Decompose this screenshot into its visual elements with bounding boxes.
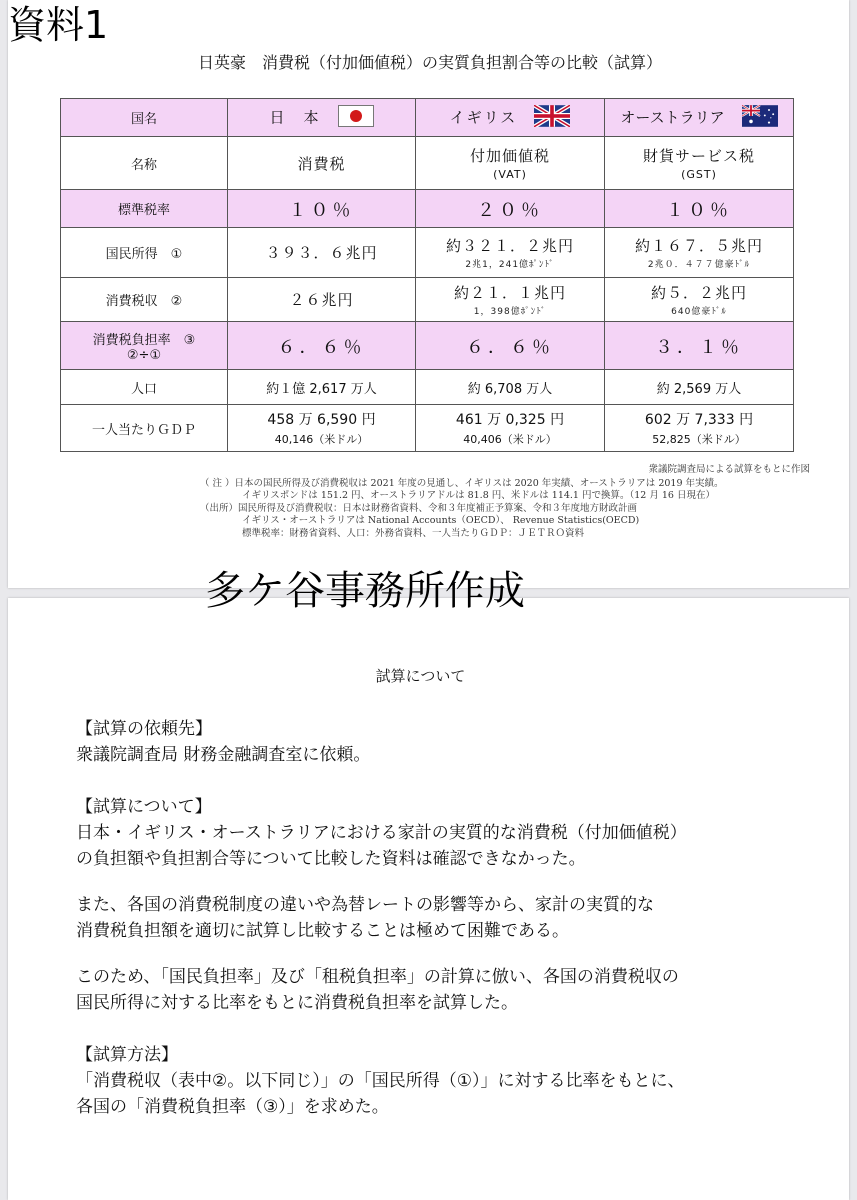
cell-sub: 640億豪ﾄﾞﾙ: [671, 307, 727, 317]
note-line: イギリスポンドは 151.2 円、オーストラリアドルは 81.8 円、米ドルは 114.1 円で換算。（12 月 16 日現在）: [242, 490, 715, 501]
paragraph-line: また、各国の消費税制度の違いや為替レートの影響等から、家計の実質的な: [76, 895, 654, 915]
table-row: [61, 322, 794, 370]
cell-sub: 40,146（米ドル）: [274, 433, 369, 446]
cell-japan: １０％: [228, 190, 416, 228]
document-tag: 資料1: [8, 3, 109, 47]
row-label: 名称: [61, 137, 228, 190]
cell-japan: 約１億 2,617 万人: [228, 370, 416, 405]
table-row: [61, 190, 794, 228]
document-title: 日英豪 消費税（付加価値税）の実質負担割合等の比較（試算）: [197, 53, 662, 72]
cell-main: 約３２１．２兆円: [445, 237, 574, 255]
cell-uk: [416, 228, 605, 278]
paragraph-line: 各国の「消費税負担率（③）」を求めた。: [76, 1097, 389, 1117]
cell-main: 付加価値税: [469, 147, 550, 165]
cell-japan: [228, 278, 416, 322]
cell-uk: ６．６％: [416, 322, 605, 370]
author-caption: 多ケ谷事務所作成: [205, 568, 525, 614]
paragraph-line: の負担額や負担割合等について比較した資料は確認できなかった。: [76, 849, 586, 869]
paragraph-line: 国民所得に対する比率をもとに消費税負担率を試算した。: [76, 993, 518, 1013]
cell-main: 602 万 7,333 円: [644, 412, 754, 428]
header-uk: [416, 99, 605, 137]
country-name: イギリス: [449, 108, 518, 126]
paragraph-line: 日本・イギリス・オーストラリアにおける家計の実質的な消費税（付加価値税）: [76, 823, 687, 843]
page2-heading: 試算について: [375, 667, 466, 685]
row-label: 国民所得 ①: [61, 228, 228, 278]
cell-uk: [416, 137, 605, 190]
header-japan: [228, 99, 416, 137]
cell-sub: 52,825（米ドル）: [652, 433, 746, 446]
cell-australia: １０％: [605, 190, 794, 228]
cell-japan: [228, 137, 416, 190]
table-row: [61, 228, 794, 278]
row-label-line: 消費税負担率 ③: [92, 332, 196, 348]
comparison-table: [60, 98, 794, 452]
cell-sub: 1，398億ﾎﾟﾝﾄﾞ: [473, 307, 547, 317]
country-name: オーストラリア: [620, 108, 725, 126]
table-row: [61, 137, 794, 190]
section-title: 【試算の依頼先】: [76, 719, 212, 739]
header-australia: [605, 99, 794, 137]
row-label-formula: ②÷①: [126, 347, 162, 363]
cell-main: 消費税: [297, 154, 346, 173]
source-note: 衆議院調査局による試算をもとに作図: [648, 464, 810, 475]
row-label: [61, 322, 228, 370]
table-header-row: [61, 99, 794, 137]
cell-sub: 2兆０．４７７億豪ﾄﾞﾙ: [647, 260, 751, 270]
cell-australia: [605, 228, 794, 278]
cell-sub: (VAT): [493, 168, 527, 181]
cell-uk: 約 6,708 万人: [416, 370, 605, 405]
section-title: 【試算について】: [76, 797, 212, 817]
cell-main: ２６兆円: [289, 291, 354, 309]
note-line: （出所）国民所得及び消費税収：日本は財務省資料、令和３年度補正予算案、令和３年度地方財政計画: [200, 502, 638, 514]
table-row: [61, 405, 794, 452]
paragraph-line: 消費税負担額を適切に試算し比較することは極めて困難である。: [76, 921, 569, 941]
uk-flag-icon: [534, 105, 570, 131]
cell-uk: ２０％: [416, 190, 605, 228]
cell-main: 461 万 0,325 円: [455, 412, 565, 428]
cell-uk: [416, 405, 605, 452]
row-label: 一人当たりＧＤＰ: [61, 405, 228, 452]
cell-main: 458 万 6,590 円: [267, 412, 376, 428]
cell-uk: [416, 278, 605, 322]
cell-sub: 40,406（米ドル）: [463, 433, 557, 446]
cell-sub: 2兆1，241億ﾎﾟﾝﾄﾞ: [465, 260, 555, 270]
paragraph-line: 「消費税収（表中②。以下同じ）」の「国民所得（①）」に対する比率をもとに、: [76, 1071, 685, 1091]
cell-japan: ６．６％: [228, 322, 416, 370]
cell-japan: [228, 405, 416, 452]
table-row: [61, 370, 794, 405]
row-label: 標準税率: [61, 190, 228, 228]
paragraph-line: このため、「国民負担率」及び「租税負担率」の計算に倣い、各国の消費税収の: [76, 967, 679, 987]
row-label: 消費税収 ②: [61, 278, 228, 322]
section-title: 【試算方法】: [76, 1045, 178, 1065]
cell-main: 約５．２兆円: [650, 284, 747, 302]
japan-flag-icon: [338, 105, 374, 131]
cell-australia: [605, 405, 794, 452]
table-notes: [200, 464, 810, 540]
cell-australia: 約 2,569 万人: [605, 370, 794, 405]
row-label: 人口: [61, 370, 228, 405]
cell-australia: [605, 278, 794, 322]
paragraph-line: 衆議院調査局 財務金融調査室に依頼。: [76, 745, 371, 765]
cell-japan: [228, 228, 416, 278]
cell-main: ３９３．６兆円: [265, 244, 378, 262]
australia-flag-icon: [742, 105, 778, 131]
header-country: 国名: [61, 99, 228, 137]
country-name: 日 本: [269, 108, 321, 126]
cell-main: 約２１．１兆円: [453, 284, 566, 302]
cell-main: 約１６７．５兆円: [634, 237, 763, 255]
cell-sub: (GST): [681, 168, 717, 181]
note-line: イギリス・オーストラリアは National Accounts（OECD）、 Revenue Statistics(OECD): [242, 515, 640, 526]
cell-australia: ３．１％: [605, 322, 794, 370]
table-row: [61, 278, 794, 322]
cell-main: 財貨サービス税: [642, 147, 755, 165]
note-line: 標準税率：財務省資料、人口：外務省資料、一人当たりＧＤＰ：ＪＥＴＲＯ資料: [242, 527, 585, 539]
cell-australia: [605, 137, 794, 190]
note-line: （ 注 ）日本の国民所得及び消費税収は 2021 年度の見通し、イギリスは 2020 年実績、オーストラリアは 2019 年実績。: [200, 477, 724, 489]
page2-body: [76, 716, 816, 1120]
